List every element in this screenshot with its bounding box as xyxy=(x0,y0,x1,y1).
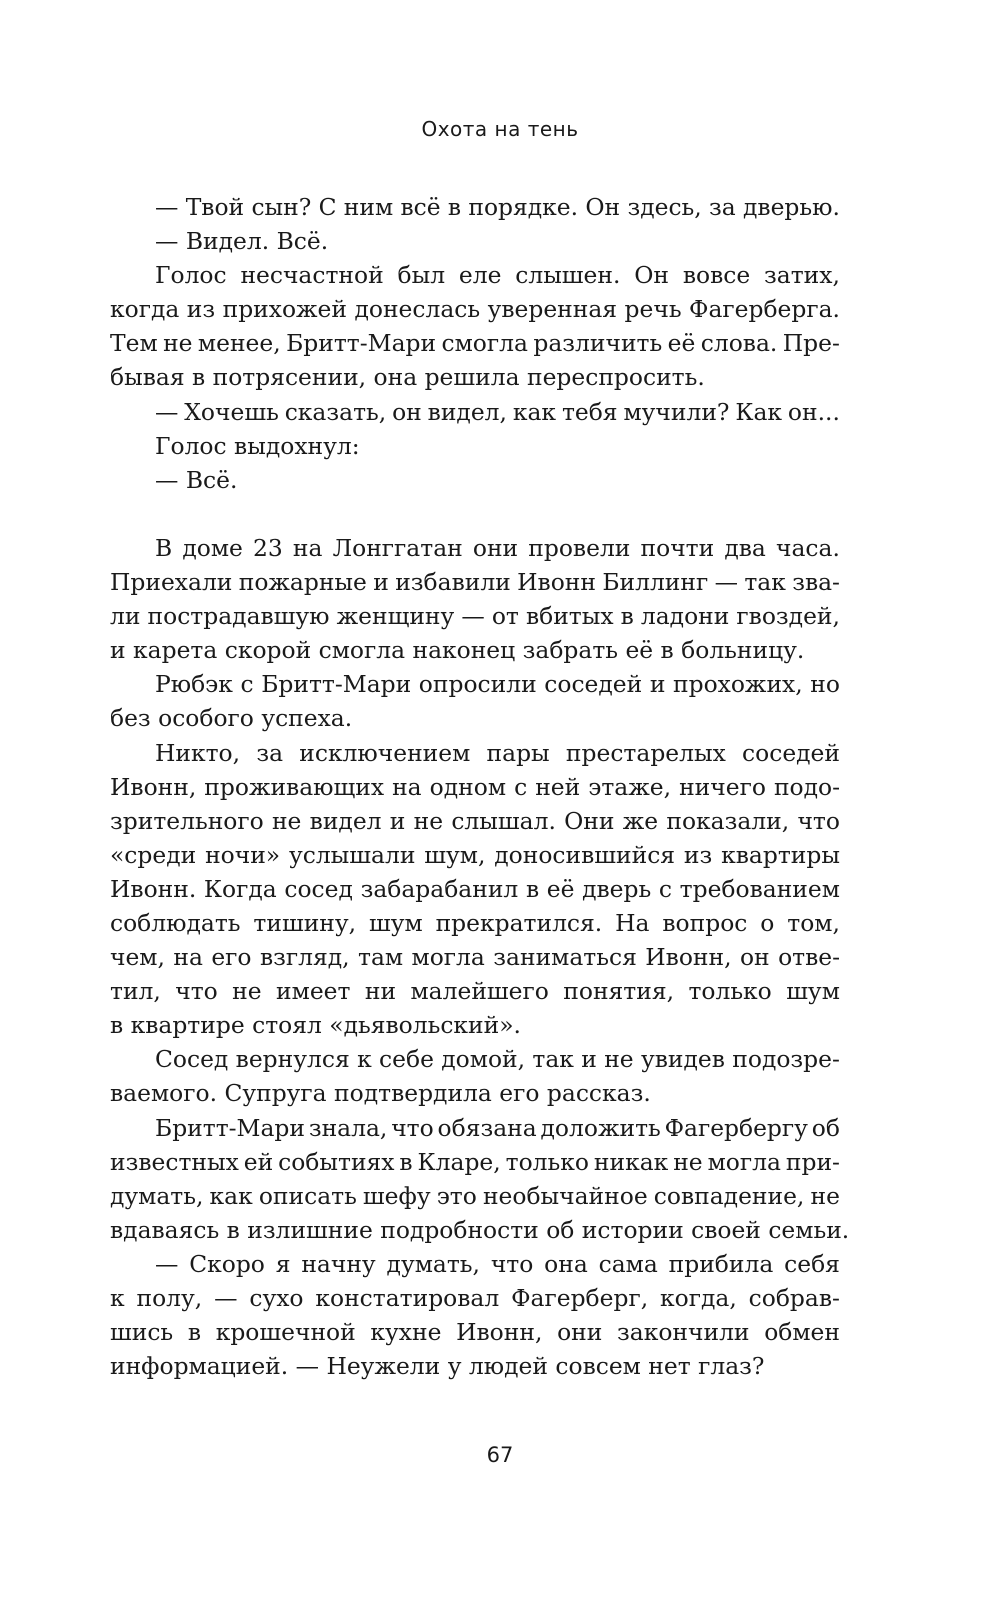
word: что xyxy=(391,1113,434,1142)
word: отве- xyxy=(778,943,840,972)
word: известных xyxy=(110,1147,239,1176)
word: начну xyxy=(301,1249,376,1278)
word: только xyxy=(688,977,772,1006)
word: порядке. xyxy=(468,193,579,221)
word: избавили xyxy=(395,568,511,597)
text-line xyxy=(110,531,840,565)
word: ли xyxy=(110,602,141,631)
word: на xyxy=(173,943,203,972)
word: вопрос xyxy=(662,908,748,937)
text-line: ваемого. Супруга подтвердила его рассказ. xyxy=(110,1079,651,1108)
text-line: — Всё. xyxy=(155,465,238,494)
word: соседей xyxy=(742,738,840,767)
word: С xyxy=(318,193,337,221)
word: различить xyxy=(533,329,663,358)
word: и xyxy=(581,1045,597,1074)
text-line: бывая в потрясении, она решила переспросить. xyxy=(110,363,705,392)
word: о xyxy=(760,908,775,937)
word: Сосед xyxy=(155,1045,229,1074)
word: Ивонн, xyxy=(456,1318,543,1347)
word: из xyxy=(186,295,216,324)
word: сухо xyxy=(249,1284,304,1312)
word: её xyxy=(546,874,575,903)
word: заниматься xyxy=(493,943,637,972)
word: и xyxy=(649,670,666,699)
text-line xyxy=(110,1315,840,1349)
word: Лонггатан xyxy=(332,533,463,562)
word: Рюбэк xyxy=(155,670,233,699)
word: там xyxy=(358,943,404,972)
word: Пре- xyxy=(782,329,840,358)
word: чем, xyxy=(110,943,165,972)
word: показали, xyxy=(666,806,790,835)
word: констатировал xyxy=(315,1284,500,1312)
word: при- xyxy=(785,1147,840,1176)
word: ни xyxy=(364,977,397,1006)
word: несчастной xyxy=(240,261,384,290)
word: необычайное xyxy=(482,1181,648,1210)
word: — xyxy=(714,568,738,597)
word: и xyxy=(389,806,406,835)
word: донеслась xyxy=(354,295,481,324)
word: не xyxy=(810,1181,840,1210)
word: обмен xyxy=(764,1318,840,1347)
word: думать, xyxy=(110,1181,204,1210)
word: же xyxy=(622,806,659,835)
word: её xyxy=(667,329,696,358)
word: с xyxy=(240,670,254,699)
text-line: — Видел. Всё. xyxy=(155,227,329,256)
word: уверенная xyxy=(487,295,618,324)
word: том, xyxy=(787,908,840,937)
word: всё xyxy=(400,193,441,221)
word: описать xyxy=(258,1181,357,1210)
word: менее, xyxy=(197,329,281,358)
word: Они xyxy=(564,806,615,835)
word: Тем xyxy=(110,329,158,358)
word: полу, xyxy=(136,1284,203,1312)
word: в xyxy=(187,1318,202,1347)
text-line xyxy=(110,1145,840,1179)
word: шись xyxy=(110,1318,174,1347)
word: сын? xyxy=(251,193,312,221)
word: прихожей xyxy=(222,295,347,324)
body-text xyxy=(110,190,850,1383)
text-line xyxy=(110,872,840,906)
word: Бритт-Мари xyxy=(261,670,412,699)
word: и xyxy=(373,568,389,597)
word: что xyxy=(175,977,218,1006)
word: В xyxy=(155,533,173,562)
text-line xyxy=(110,565,840,599)
text-line xyxy=(110,804,840,838)
word: Биллинг xyxy=(602,568,709,597)
word: женщину xyxy=(336,602,455,631)
running-title: Охота на тень xyxy=(421,117,579,141)
word: Ивонн, xyxy=(645,943,732,972)
word: слова. xyxy=(700,329,778,358)
word: соблюдать xyxy=(110,908,241,937)
word: — xyxy=(214,1284,238,1312)
word: Кларе, xyxy=(417,1147,501,1176)
word: прохожих, xyxy=(673,670,803,699)
word: престарелых xyxy=(565,738,726,767)
word: он... xyxy=(787,397,840,426)
word: так xyxy=(744,568,786,597)
word: к xyxy=(110,1284,125,1312)
word: совпадение, xyxy=(653,1181,805,1210)
word: опросили xyxy=(418,670,537,699)
word: что xyxy=(797,806,840,835)
word: мучили? xyxy=(623,397,730,426)
word: На xyxy=(615,908,650,937)
word: собрав- xyxy=(748,1284,840,1312)
text-line: и карета скорой смогла наконец забрать её в больницу. xyxy=(110,636,805,665)
word: Бритт-Мари xyxy=(155,1113,305,1142)
word: с xyxy=(514,772,528,801)
word: никак xyxy=(593,1147,669,1176)
word: себя xyxy=(784,1249,840,1278)
word: в xyxy=(525,874,540,903)
word: соседей xyxy=(544,670,643,699)
word: что xyxy=(490,1249,534,1278)
word: Как xyxy=(735,397,783,426)
word: это xyxy=(436,1181,477,1210)
word: так xyxy=(532,1045,574,1074)
word: как xyxy=(512,397,557,426)
word: слышен. xyxy=(515,261,621,290)
word: — xyxy=(461,602,485,631)
word: ней xyxy=(535,772,581,801)
word: тебя xyxy=(561,397,618,426)
word: пострадавшую xyxy=(147,602,330,631)
word: доложить xyxy=(540,1113,661,1142)
word: пары xyxy=(486,738,550,767)
word: доносившийся xyxy=(494,840,676,869)
word: часа. xyxy=(776,533,840,562)
word: тишину, xyxy=(253,908,357,937)
word: он xyxy=(739,943,770,972)
text-line xyxy=(110,736,840,770)
word: обязана xyxy=(437,1113,537,1142)
word: подо- xyxy=(773,772,840,801)
word: гвоздей, xyxy=(736,602,840,631)
text-line xyxy=(110,1042,840,1076)
word: не xyxy=(673,1147,703,1176)
word: шум xyxy=(368,908,423,937)
word: Твой xyxy=(185,193,245,221)
word: они xyxy=(472,533,519,562)
word: прекратился. xyxy=(435,908,603,937)
word: ей xyxy=(243,1147,274,1176)
word: ладони xyxy=(640,602,730,631)
word: об xyxy=(811,1113,840,1142)
word: одном xyxy=(429,772,507,801)
word: еле xyxy=(458,261,502,290)
word: дверь xyxy=(582,874,652,903)
word: за xyxy=(709,193,736,221)
word: два xyxy=(724,533,766,562)
word: не xyxy=(232,977,262,1006)
word: когда, xyxy=(660,1284,737,1312)
word: услышали xyxy=(288,840,416,869)
word: не xyxy=(271,806,302,835)
word: Он xyxy=(585,193,621,221)
word: доме xyxy=(182,533,243,562)
text-line xyxy=(110,326,840,360)
word: ночи» xyxy=(205,840,281,869)
word: могла xyxy=(411,943,485,972)
word: «среди xyxy=(110,840,197,869)
word: от xyxy=(491,602,519,631)
word: 23 xyxy=(253,533,283,562)
text-line xyxy=(110,292,840,326)
word: малейшего xyxy=(410,977,549,1006)
word: понятия, xyxy=(563,977,675,1006)
text-line xyxy=(110,906,840,940)
word: я xyxy=(275,1249,291,1278)
word: Ивонн xyxy=(517,568,596,597)
word: тил, xyxy=(110,977,161,1006)
word: но xyxy=(810,670,840,699)
word: Скоро xyxy=(189,1249,265,1278)
text-line xyxy=(110,974,840,1008)
word: смогла xyxy=(441,329,528,358)
word: его xyxy=(211,943,252,972)
word: Фагерберг, xyxy=(511,1284,649,1312)
word: только xyxy=(505,1147,589,1176)
word: видел, xyxy=(427,397,507,426)
text-line xyxy=(110,395,840,429)
text-line: информацией. — Неужели у людей совсем нет глаз? xyxy=(110,1352,765,1381)
word: она xyxy=(544,1249,588,1278)
text-line xyxy=(110,1247,840,1281)
word: проживающих xyxy=(204,772,385,801)
word: зва- xyxy=(792,568,840,597)
word: в xyxy=(399,1147,413,1176)
page-number: 67 xyxy=(486,1443,514,1467)
word: могла xyxy=(707,1147,781,1176)
word: имеет xyxy=(276,977,351,1006)
text-line: без особого успеха. xyxy=(110,704,353,733)
word: слышал. xyxy=(451,806,556,835)
word: исключением xyxy=(299,738,471,767)
word: событиях xyxy=(278,1147,395,1176)
word: Ивонн, xyxy=(110,772,197,801)
word: как xyxy=(209,1181,253,1210)
word: провели xyxy=(528,533,631,562)
word: не xyxy=(413,806,444,835)
word: к xyxy=(357,1045,372,1074)
word: подозре- xyxy=(732,1045,840,1074)
word: вернулся xyxy=(235,1045,350,1074)
word: пожарные xyxy=(238,568,367,597)
word: в xyxy=(620,602,634,631)
text-line xyxy=(110,940,840,974)
word: требованием xyxy=(679,874,840,903)
word: Приехали xyxy=(110,568,233,597)
word: на xyxy=(392,772,422,801)
word: — xyxy=(155,397,179,426)
word: вовсе xyxy=(682,261,751,290)
word: затих, xyxy=(764,261,840,290)
text-line xyxy=(110,258,840,292)
word: Ивонн. xyxy=(110,874,197,903)
word: за xyxy=(256,738,284,767)
word: видел xyxy=(309,806,382,835)
word: думать, xyxy=(386,1249,480,1278)
word: себе xyxy=(379,1045,434,1074)
word: крошечной xyxy=(215,1318,356,1347)
word: речь xyxy=(624,295,682,324)
word: взгляд, xyxy=(259,943,350,972)
word: забарабанил xyxy=(360,874,519,903)
word: вбитых xyxy=(525,602,614,631)
word: закончили xyxy=(617,1318,750,1347)
word: Хочешь xyxy=(184,397,279,426)
word: в xyxy=(447,193,462,221)
word: почти xyxy=(640,533,715,562)
text-line: Голос выдохнул: xyxy=(155,431,360,460)
text-line xyxy=(110,667,840,701)
word: Он xyxy=(634,261,670,290)
word: из xyxy=(683,840,713,869)
text-line xyxy=(110,599,840,633)
word: Никто, xyxy=(155,738,241,767)
word: — xyxy=(155,1249,179,1278)
word: — xyxy=(155,193,179,221)
word: домой, xyxy=(441,1045,526,1074)
word: шум xyxy=(786,977,840,1006)
word: здесь, xyxy=(627,193,702,221)
word: сама xyxy=(598,1249,658,1278)
text-line xyxy=(110,838,840,872)
blank-line xyxy=(110,497,840,531)
word: Бритт-Мари xyxy=(286,329,437,358)
word: зрительного xyxy=(110,806,264,835)
word: сказать, xyxy=(284,397,387,426)
word: не xyxy=(163,329,193,358)
word: Голос xyxy=(155,261,227,290)
word: знала, xyxy=(308,1113,388,1142)
word: на xyxy=(292,533,323,562)
word: ничего xyxy=(679,772,766,801)
word: увидев xyxy=(640,1045,725,1074)
word: прибила xyxy=(668,1249,774,1278)
text-line xyxy=(110,1179,840,1213)
word: шум, xyxy=(424,840,486,869)
word: когда xyxy=(110,295,180,324)
text-line xyxy=(110,1281,840,1315)
text-line: вдаваясь в излишние подробности об истории своей семьи. xyxy=(110,1215,850,1244)
word: этаже, xyxy=(588,772,672,801)
text-line xyxy=(110,770,840,804)
text-line xyxy=(110,1111,840,1145)
word: Фагербергу xyxy=(664,1113,808,1142)
word: ним xyxy=(343,193,394,221)
word: он xyxy=(392,397,422,426)
word: сосед xyxy=(284,874,353,903)
word: был xyxy=(397,261,446,290)
word: кухне xyxy=(370,1318,442,1347)
word: с xyxy=(658,874,672,903)
word: Когда xyxy=(203,874,277,903)
word: дверью. xyxy=(743,193,840,221)
word: шефу xyxy=(362,1181,431,1210)
text-line: в квартире стоял «дьявольский». xyxy=(110,1011,521,1040)
word: Фагерберга. xyxy=(689,295,840,324)
word: квартиры xyxy=(721,840,840,869)
word: не xyxy=(604,1045,634,1074)
word: они xyxy=(557,1318,603,1347)
text-line xyxy=(110,190,840,224)
